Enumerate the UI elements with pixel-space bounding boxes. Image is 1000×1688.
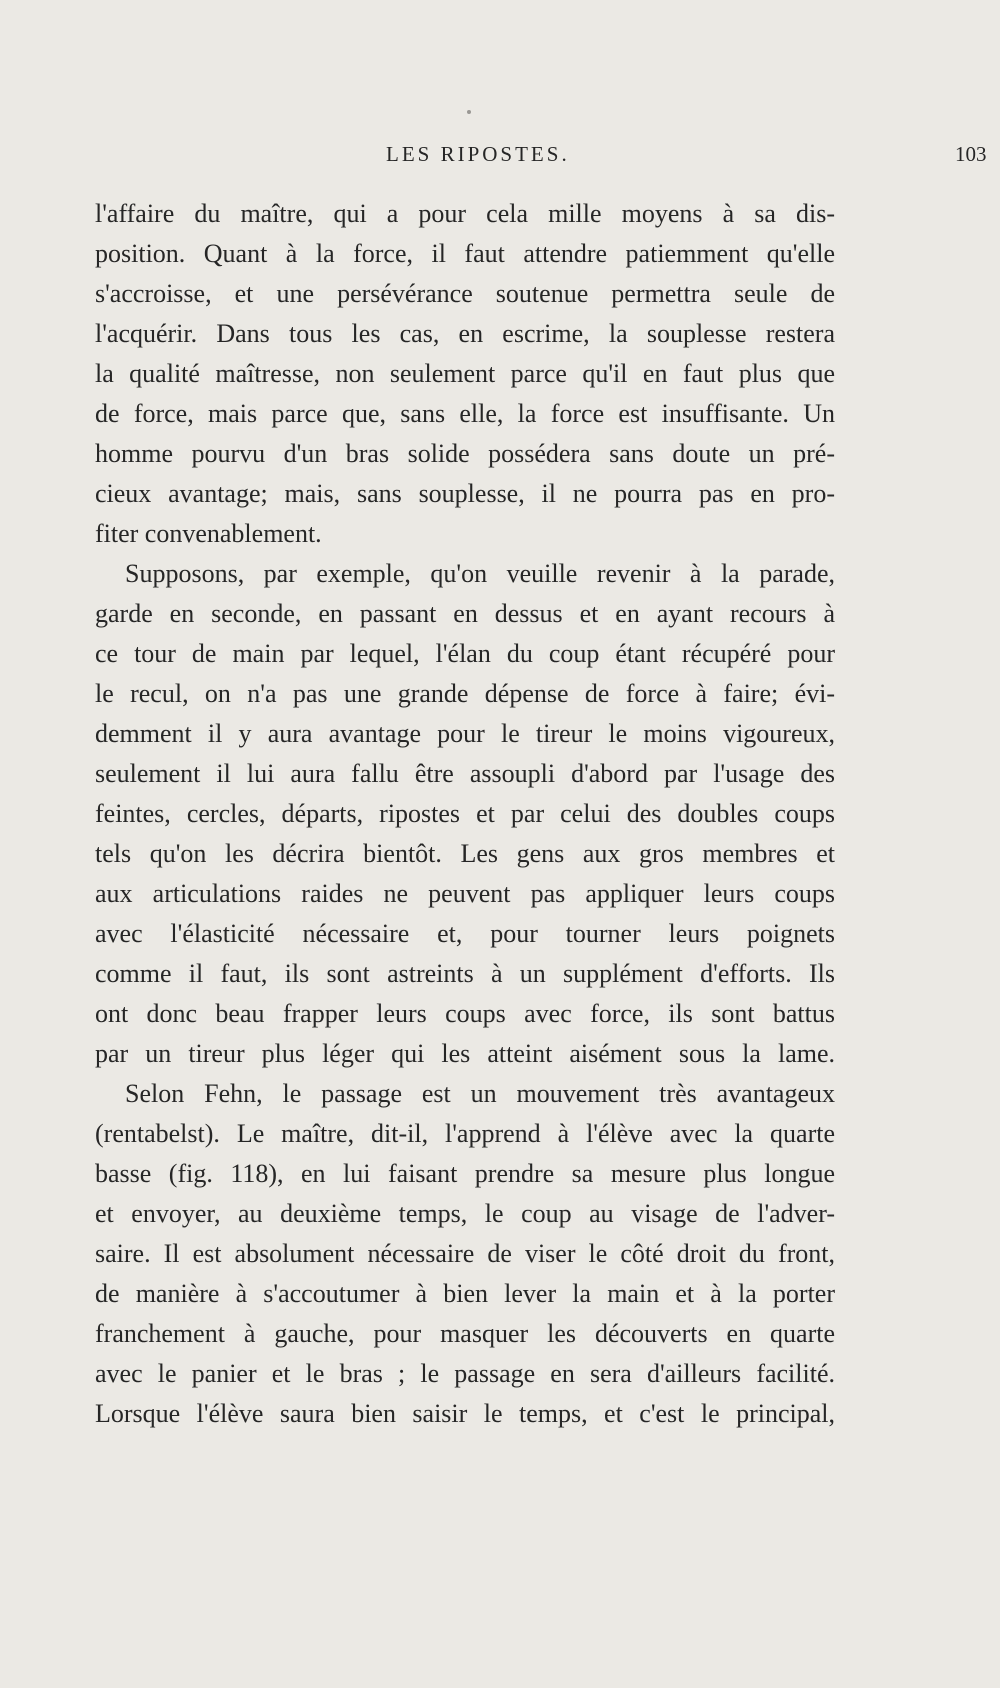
text-line: avec le panier et le bras ; le passage en sera d'ailleurs facilité. bbox=[95, 1359, 835, 1388]
page-number: 103 bbox=[955, 142, 987, 166]
text-line: homme pourvu d'un bras solide possédera sans doute un pré- bbox=[95, 439, 835, 468]
text-line: comme il faut, ils sont astreints à un supplément d'efforts. Ils bbox=[95, 959, 835, 988]
text-line: ce tour de main par lequel, l'élan du coup étant récupéré pour bbox=[95, 639, 835, 668]
text-line: aux articulations raides ne peuvent pas appliquer leurs coups bbox=[95, 879, 835, 908]
text-line: s'accroisse, et une persévérance soutenue permettra seule de bbox=[95, 279, 835, 308]
text-line: seulement il lui aura fallu être assoupli d'abord par l'usage des bbox=[95, 759, 835, 788]
text-line: saire. Il est absolument nécessaire de viser le côté droit du front, bbox=[95, 1239, 835, 1268]
text-line: tels qu'on les décrira bientôt. Les gens aux gros membres et bbox=[95, 839, 835, 868]
text-line: position. Quant à la force, il faut attendre patiemment qu'elle bbox=[95, 239, 835, 268]
print-mark bbox=[467, 110, 471, 114]
text-line-paragraph-end: fiter convenablement. bbox=[95, 519, 322, 548]
text-line: par un tireur plus léger qui les atteint aisément sous la lame. bbox=[95, 1039, 835, 1068]
running-header: LES RIPOSTES. bbox=[386, 142, 570, 166]
text-line: ont donc beau frapper leurs coups avec force, ils sont battus bbox=[95, 999, 835, 1028]
text-line: Lorsque l'élève saura bien saisir le temps, et c'est le principal, bbox=[95, 1399, 835, 1428]
text-line: l'acquérir. Dans tous les cas, en escrime, la souplesse restera bbox=[95, 319, 835, 348]
text-line: et envoyer, au deuxième temps, le coup au visage de l'adver- bbox=[95, 1199, 835, 1228]
text-line: l'affaire du maître, qui a pour cela mille moyens à sa dis- bbox=[95, 199, 835, 228]
text-line: le recul, on n'a pas une grande dépense de force à faire; évi- bbox=[95, 679, 835, 708]
body-text bbox=[95, 194, 835, 1434]
text-line: garde en seconde, en passant en dessus et en ayant recours à bbox=[95, 599, 835, 628]
text-line: (rentabelst). Le maître, dit-il, l'apprend à l'élève avec la quarte bbox=[95, 1119, 835, 1148]
text-line: avec l'élasticité nécessaire et, pour tourner leurs poignets bbox=[95, 919, 835, 948]
text-line: demment il y aura avantage pour le tireur le moins vigoureux, bbox=[95, 719, 835, 748]
text-line: de force, mais parce que, sans elle, la force est insuffisante. Un bbox=[95, 399, 835, 428]
text-line: basse (fig. 118), en lui faisant prendre sa mesure plus longue bbox=[95, 1159, 835, 1188]
text-line: la qualité maîtresse, non seulement parce qu'il en faut plus que bbox=[95, 359, 835, 388]
text-line-paragraph-start: Supposons, par exemple, qu'on veuille revenir à la parade, bbox=[125, 559, 835, 588]
text-line: de manière à s'accoutumer à bien lever la main et à la porter bbox=[95, 1279, 835, 1308]
text-line: franchement à gauche, pour masquer les découverts en quarte bbox=[95, 1319, 835, 1348]
text-line: cieux avantage; mais, sans souplesse, il ne pourra pas en pro- bbox=[95, 479, 835, 508]
text-line: feintes, cercles, départs, ripostes et par celui des doubles coups bbox=[95, 799, 835, 828]
text-line-paragraph-start: Selon Fehn, le passage est un mouvement très avantageux bbox=[125, 1079, 835, 1108]
